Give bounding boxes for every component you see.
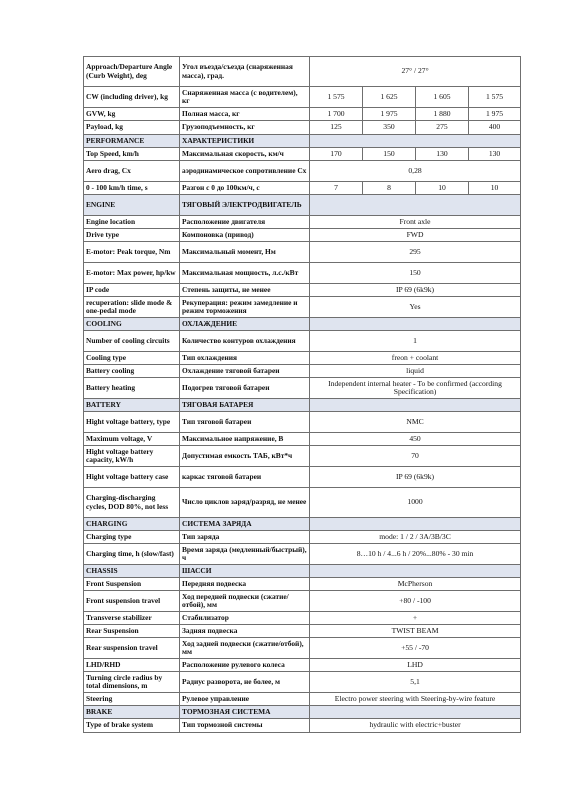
param-name-en: Engine location: [84, 216, 180, 229]
param-value: +80 / -100: [310, 591, 521, 612]
param-value-variant-1: 125: [310, 121, 363, 135]
param-name-en: Charging time, h (slow/fast): [84, 544, 180, 565]
param-value: Electro power steering with Steering-by-wire feature: [310, 693, 521, 706]
spec-row: [84, 433, 521, 446]
param-name-ru: Стабилизатор: [180, 612, 310, 625]
param-name-en: Transverse stabilizer: [84, 612, 180, 625]
spec-row: [84, 378, 521, 399]
param-value: McPherson: [310, 578, 521, 591]
param-name-ru: Ход задней подвески (сжатие/отбой), мм: [180, 638, 310, 659]
spec-row: [84, 638, 521, 659]
spec-row: [84, 488, 521, 518]
section-title-ru: ТОРМОЗНАЯ СИСТЕМА: [180, 706, 310, 719]
section-title-ru: ШАССИ: [180, 565, 310, 578]
param-name-ru: Ход передней подвески (сжатие/отбой), мм: [180, 591, 310, 612]
param-value: mode: 1 / 2 / 3A/3B/3C: [310, 531, 521, 544]
section-title-ru: ОХЛАЖДЕНИЕ: [180, 318, 310, 331]
spec-row: [84, 297, 521, 318]
param-name-en: 0 - 100 km/h time, s: [84, 182, 180, 195]
spec-row: [84, 121, 521, 135]
param-name-en: Front suspension travel: [84, 591, 180, 612]
param-name-ru: Разгон с 0 до 100км/ч, с: [180, 182, 310, 195]
param-name-en: Battery heating: [84, 378, 180, 399]
param-name-ru: Тип охлаждения: [180, 352, 310, 365]
param-value-variant-4: 130: [469, 148, 521, 161]
spec-row: [84, 544, 521, 565]
param-name-en: LHD/RHD: [84, 659, 180, 672]
param-value-variant-3: 275: [416, 121, 469, 135]
param-name-en: Charging-discharging cycles, DOD 80%, not less: [84, 488, 180, 518]
param-name-ru: Количество контуров охлаждения: [180, 331, 310, 352]
section-fill: [310, 195, 521, 216]
spec-row: [84, 229, 521, 242]
spec-row: [84, 263, 521, 284]
param-name-en: Battery cooling: [84, 365, 180, 378]
spec-row: [84, 578, 521, 591]
spec-table: [83, 56, 521, 733]
param-name-en: Maximum voltage, V: [84, 433, 180, 446]
param-name-en: Drive type: [84, 229, 180, 242]
param-name-ru: Рекуперация: режим замедление и режим торможения: [180, 297, 310, 318]
param-value: 8…10 h / 4...6 h / 20%...80% - 30 min: [310, 544, 521, 565]
param-name-en: E-motor: Max power, hp/kw: [84, 263, 180, 284]
section-title-en: CHARGING: [84, 518, 180, 531]
param-name-en: Steering: [84, 693, 180, 706]
param-name-en: Front Suspension: [84, 578, 180, 591]
param-name-ru: Максимальный момент, Нм: [180, 242, 310, 263]
spec-row: [84, 612, 521, 625]
section-fill: [310, 318, 521, 331]
param-value: 0,28: [310, 161, 521, 182]
section-row: [84, 565, 521, 578]
param-value-variant-3: 10: [416, 182, 469, 195]
param-name-ru: Задняя подвеска: [180, 625, 310, 638]
param-name-ru: каркас тяговой батареи: [180, 467, 310, 488]
param-name-ru: Грузоподъемность, кг: [180, 121, 310, 135]
param-value: TWIST BEAM: [310, 625, 521, 638]
spec-row: [84, 57, 521, 87]
section-fill: [310, 518, 521, 531]
section-fill: [310, 706, 521, 719]
param-name-ru: Степень защиты, не менее: [180, 284, 310, 297]
param-value: freon + coolant: [310, 352, 521, 365]
param-name-en: Rear Suspension: [84, 625, 180, 638]
section-title-en: ENGINE: [84, 195, 180, 216]
spec-row: [84, 284, 521, 297]
section-title-en: PERFORMANCE: [84, 135, 180, 148]
spec-table-body: [84, 57, 521, 733]
param-value-variant-1: 170: [310, 148, 363, 161]
param-value: hydraulic with electric+buster: [310, 719, 521, 733]
param-value-variant-3: 1 605: [416, 87, 469, 108]
param-value: 150: [310, 263, 521, 284]
section-title-en: COOLING: [84, 318, 180, 331]
param-value-variant-1: 7: [310, 182, 363, 195]
section-fill: [310, 565, 521, 578]
param-value: 5,1: [310, 672, 521, 693]
section-title-ru: СИСТЕМА ЗАРЯДА: [180, 518, 310, 531]
section-row: [84, 706, 521, 719]
param-value-variant-4: 10: [469, 182, 521, 195]
param-value: IP 69 (6k9k): [310, 467, 521, 488]
param-name-en: Cooling type: [84, 352, 180, 365]
param-value: liquid: [310, 365, 521, 378]
param-name-en: Hight voltage battery capacity, kW/h: [84, 446, 180, 467]
param-value-variant-2: 1 625: [363, 87, 416, 108]
param-value: 1: [310, 331, 521, 352]
param-value: 70: [310, 446, 521, 467]
section-title-en: CHASSIS: [84, 565, 180, 578]
spec-row: [84, 242, 521, 263]
param-value-variant-2: 8: [363, 182, 416, 195]
spec-row: [84, 161, 521, 182]
section-row: [84, 399, 521, 412]
param-value: NMC: [310, 412, 521, 433]
param-name-en: Payload, kg: [84, 121, 180, 135]
param-name-ru: Охлаждение тяговой батареи: [180, 365, 310, 378]
section-fill: [310, 399, 521, 412]
param-name-en: Rear suspension travel: [84, 638, 180, 659]
param-name-ru: Рулевое управление: [180, 693, 310, 706]
param-name-ru: Передняя подвеска: [180, 578, 310, 591]
spec-row: [84, 365, 521, 378]
param-name-en: Approach/Departure Angle (Curb Weight), deg: [84, 57, 180, 87]
param-name-en: E-motor: Peak torque, Nm: [84, 242, 180, 263]
param-value: 1000: [310, 488, 521, 518]
param-value-variant-3: 130: [416, 148, 469, 161]
param-value: LHD: [310, 659, 521, 672]
section-title-ru: ТЯГОВАЯ БАТАРЕЯ: [180, 399, 310, 412]
param-name-en: Number of cooling circuits: [84, 331, 180, 352]
param-name-en: Charging type: [84, 531, 180, 544]
param-name-en: Turning circle radius by total dimensions, m: [84, 672, 180, 693]
spec-row: [84, 659, 521, 672]
param-name-ru: Компоновка (привод): [180, 229, 310, 242]
param-name-en: Type of brake system: [84, 719, 180, 733]
section-title-ru: ТЯГОВЫЙ ЭЛЕКТРОДВИГАТЕЛЬ: [180, 195, 310, 216]
param-name-ru: Время заряда (медленный/быстрый), ч: [180, 544, 310, 565]
spec-row: [84, 591, 521, 612]
param-name-en: Hight voltage battery, type: [84, 412, 180, 433]
spec-row: [84, 108, 521, 121]
param-name-en: recuperation: slide mode & one-pedal mode: [84, 297, 180, 318]
param-name-ru: Тип тяговой батареи: [180, 412, 310, 433]
section-fill: [310, 135, 521, 148]
param-name-ru: Допустимая емкость ТАБ, кВт*ч: [180, 446, 310, 467]
spec-row: [84, 331, 521, 352]
spec-row: [84, 148, 521, 161]
spec-row: [84, 467, 521, 488]
param-name-ru: Угол въезда/съезда (снаряженная масса), град.: [180, 57, 310, 87]
param-name-en: Aero drag, Cx: [84, 161, 180, 182]
spec-row: [84, 352, 521, 365]
spec-row: [84, 182, 521, 195]
param-value: IP 69 (6k9k): [310, 284, 521, 297]
param-name-ru: Число циклов заряд/разряд, не менее: [180, 488, 310, 518]
section-row: [84, 518, 521, 531]
section-row: [84, 318, 521, 331]
param-value: 295: [310, 242, 521, 263]
spec-row: [84, 693, 521, 706]
param-name-en: CW (including driver), kg: [84, 87, 180, 108]
param-name-en: GVW, kg: [84, 108, 180, 121]
spec-row: [84, 719, 521, 733]
param-value-variant-1: 1 700: [310, 108, 363, 121]
param-name-ru: Тип заряда: [180, 531, 310, 544]
param-name-en: IP code: [84, 284, 180, 297]
param-value-variant-4: 1 975: [469, 108, 521, 121]
param-value: 450: [310, 433, 521, 446]
param-value: +55 / -70: [310, 638, 521, 659]
spec-row: [84, 87, 521, 108]
param-value-variant-4: 1 575: [469, 87, 521, 108]
param-value: 27° / 27°: [310, 57, 521, 87]
param-value-variant-4: 400: [469, 121, 521, 135]
spec-row: [84, 216, 521, 229]
param-name-ru: Полная масса, кг: [180, 108, 310, 121]
spec-row: [84, 672, 521, 693]
param-value-variant-2: 1 975: [363, 108, 416, 121]
param-name-en: Top Speed, km/h: [84, 148, 180, 161]
param-name-ru: Расположение рулевого колеса: [180, 659, 310, 672]
param-value: Independent internal heater - To be confirmed (according Specification): [310, 378, 521, 399]
param-value-variant-1: 1 575: [310, 87, 363, 108]
param-name-ru: Максимальная мощность, л.с./кВт: [180, 263, 310, 284]
spec-row: [84, 446, 521, 467]
param-name-ru: Тип тормозной системы: [180, 719, 310, 733]
param-value-variant-2: 350: [363, 121, 416, 135]
param-value: Yes: [310, 297, 521, 318]
param-value: Front axle: [310, 216, 521, 229]
section-title-en: BATTERY: [84, 399, 180, 412]
section-row: [84, 135, 521, 148]
param-name-ru: Радиус разворота, не более, м: [180, 672, 310, 693]
param-name-ru: Максимальная скорость, км/ч: [180, 148, 310, 161]
param-value-variant-3: 1 880: [416, 108, 469, 121]
spec-row: [84, 531, 521, 544]
section-title-en: BRAKE: [84, 706, 180, 719]
param-value: FWD: [310, 229, 521, 242]
param-name-ru: Расположение двигателя: [180, 216, 310, 229]
spec-row: [84, 412, 521, 433]
param-name-ru: Максимальное напряжение, В: [180, 433, 310, 446]
param-value-variant-2: 150: [363, 148, 416, 161]
spec-row: [84, 625, 521, 638]
param-name-ru: аэродинамическое сопротивление Cx: [180, 161, 310, 182]
param-value: +: [310, 612, 521, 625]
param-name-en: Hight voltage battery case: [84, 467, 180, 488]
param-name-ru: Подогрев тяговой батареи: [180, 378, 310, 399]
section-title-ru: ХАРАКТЕРИСТИКИ: [180, 135, 310, 148]
section-row: [84, 195, 521, 216]
param-name-ru: Снаряженная масса (с водителем), кг: [180, 87, 310, 108]
